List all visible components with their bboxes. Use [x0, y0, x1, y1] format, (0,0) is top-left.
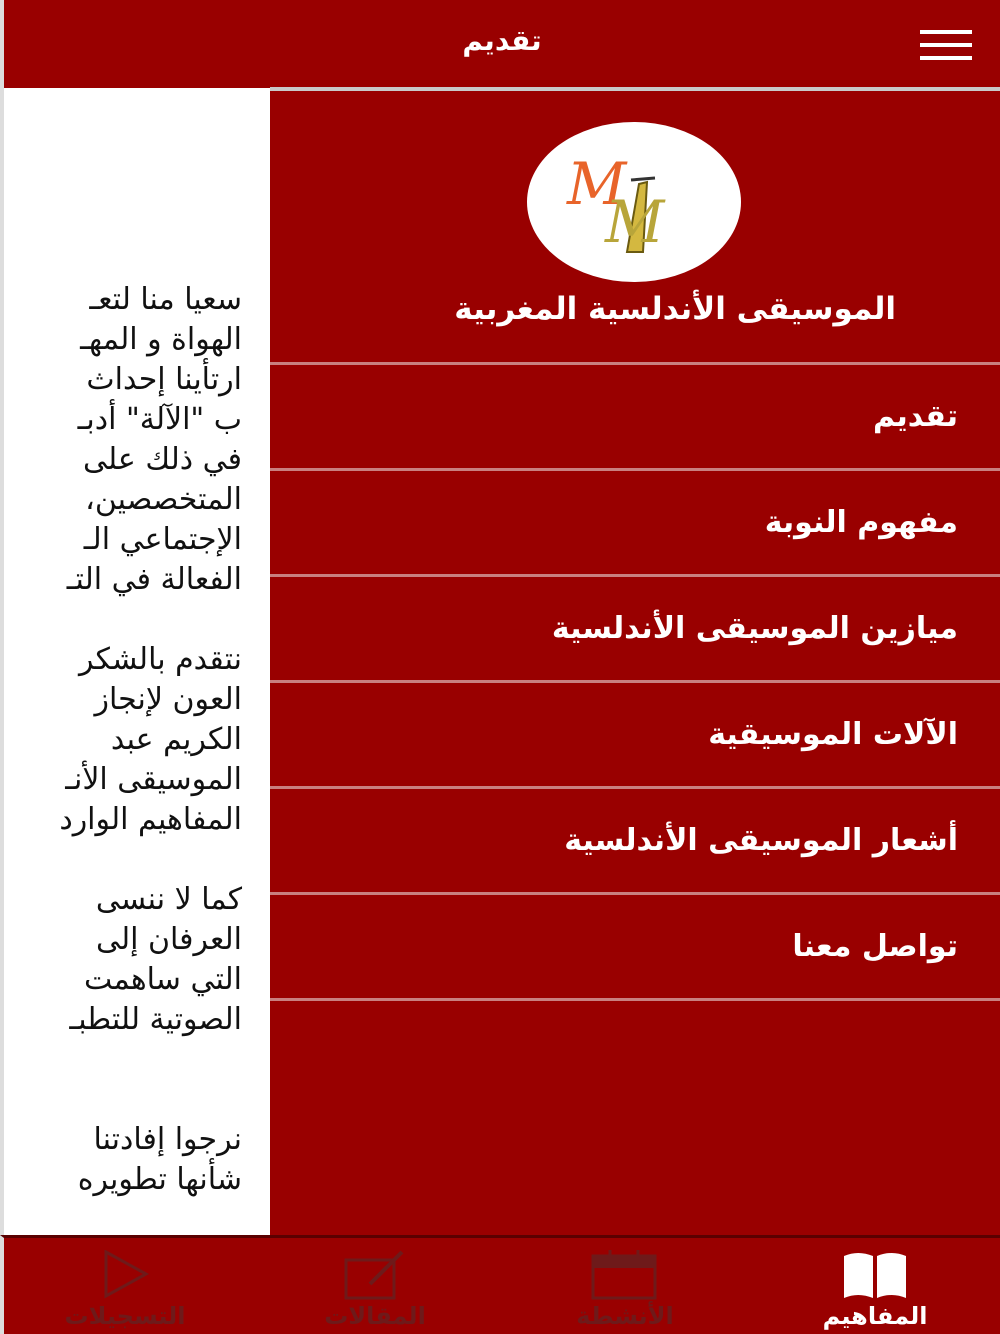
- menu-item-label: تقديم: [873, 399, 958, 434]
- text-line: ارتأينا إحداث: [86, 362, 242, 397]
- tab-activities[interactable]: [500, 1238, 750, 1334]
- menu-item-label: مفهوم النوبة: [764, 505, 958, 540]
- text-line: المفاهيم الوارد: [59, 802, 242, 837]
- tab-recordings[interactable]: [0, 1238, 250, 1334]
- text-line: كما لا ننسى: [95, 882, 242, 917]
- app-header: [0, 0, 1000, 88]
- text-line: ب "الآلة" أدبـ: [77, 402, 242, 437]
- edit-icon: [340, 1250, 410, 1300]
- text-line: نتقدم بالشكر: [79, 642, 242, 677]
- tab-label: الأنشطة: [576, 1302, 674, 1330]
- text-line: التي ساهمت: [84, 962, 242, 997]
- menu-item-label: ميازين الموسيقى الأندلسية: [551, 611, 958, 646]
- text-line: نرجوا إفادتنا: [93, 1122, 242, 1157]
- app-name: الموسيقى الأندلسية المغربية: [454, 291, 896, 327]
- text-line: شأنها تطويره: [77, 1162, 242, 1197]
- text-line: في ذلك على: [82, 442, 242, 477]
- svg-text:M: M: [567, 150, 627, 218]
- text-line: العرفان إلى: [95, 922, 242, 957]
- text-line: الكريم عبد: [110, 722, 242, 757]
- play-icon: [90, 1250, 160, 1300]
- tab-label: المفاهيم: [822, 1302, 928, 1330]
- menu-item-mayazin[interactable]: [270, 574, 1000, 680]
- text-line: الإجتماعي الـ: [83, 522, 242, 557]
- calendar-icon: [590, 1250, 660, 1300]
- bottom-tab-bar: [0, 1235, 1000, 1334]
- menu-item-label: تواصل معنا: [792, 929, 958, 964]
- svg-text:M: M: [605, 188, 665, 256]
- text-line: العون لإنجاز: [94, 682, 242, 717]
- tab-concepts[interactable]: [750, 1238, 1000, 1334]
- app-logo: [527, 122, 741, 282]
- text-line: الهواة و المهـ: [80, 322, 242, 357]
- text-line: المتخصصين،: [85, 482, 242, 517]
- text-line: سعيا منا لتعـ: [89, 282, 242, 317]
- menu-item-nawba-concept[interactable]: [270, 468, 1000, 574]
- text-line: الصوتية للتطبـ: [69, 1002, 242, 1037]
- menu-item-intro[interactable]: [270, 362, 1000, 468]
- text-line: الموسيقى الأنـ: [65, 762, 242, 797]
- navigation-drawer: [270, 91, 1000, 1238]
- intro-text-panel: [0, 88, 270, 1238]
- divider: [270, 998, 1000, 1001]
- menu-item-label: أشعار الموسيقى الأندلسية: [564, 823, 958, 858]
- page-title: تقديم: [462, 24, 542, 57]
- menu-item-instruments[interactable]: [270, 680, 1000, 786]
- book-icon: [840, 1250, 910, 1300]
- menu-item-label: الآلات الموسيقية: [708, 717, 958, 752]
- tab-articles[interactable]: [250, 1238, 500, 1334]
- menu-item-poems[interactable]: [270, 786, 1000, 892]
- text-line: الفعالة في التـ: [66, 562, 242, 597]
- hamburger-icon[interactable]: [920, 30, 972, 60]
- tab-label: التسجيلات: [64, 1302, 186, 1330]
- menu-item-contact[interactable]: [270, 892, 1000, 998]
- tab-label: المقالات: [324, 1302, 426, 1330]
